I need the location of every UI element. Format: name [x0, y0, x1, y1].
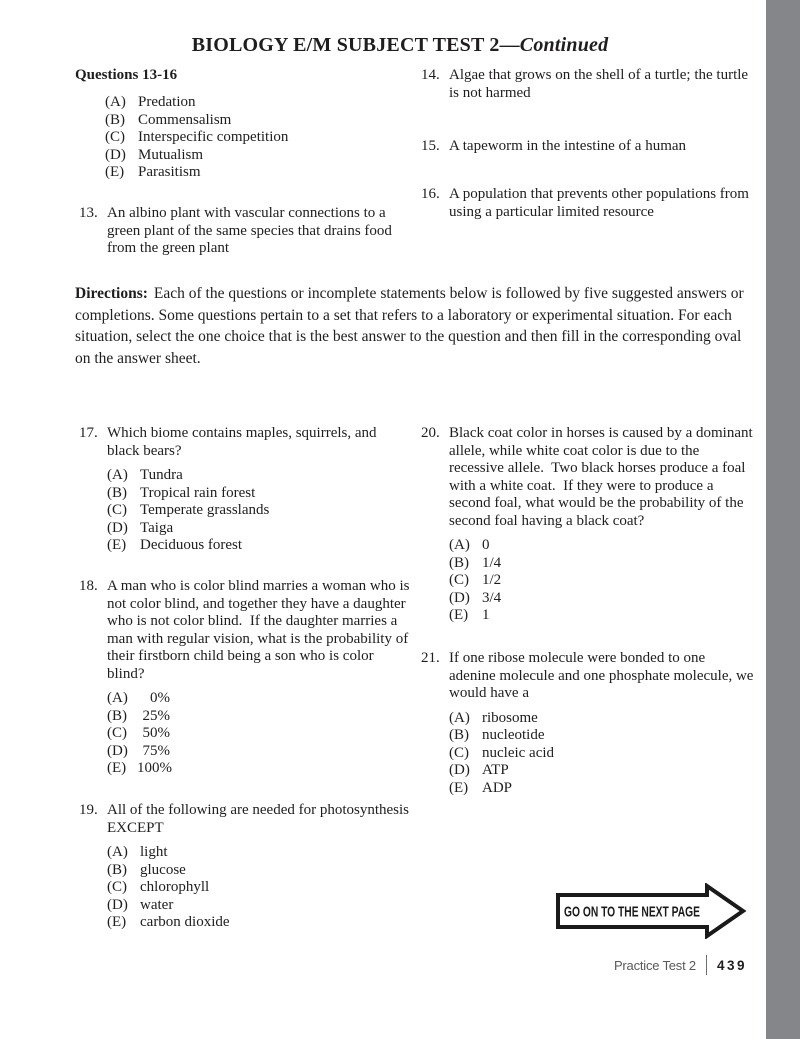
choice — [107, 743, 413, 761]
choice-text: ATP — [482, 762, 509, 778]
question-19 — [79, 802, 413, 932]
choice-letter: (E) — [449, 607, 469, 623]
question-number: 16. — [421, 186, 440, 202]
choice-letter: (C) — [105, 129, 125, 145]
choice — [105, 147, 288, 165]
choice-letter: (B) — [105, 111, 125, 128]
choice-letter: (A) — [107, 844, 128, 860]
question-number: 13. — [79, 205, 98, 221]
footer-page-number: 439 — [716, 957, 747, 973]
choice — [105, 94, 288, 112]
choice — [449, 555, 755, 573]
choice-letter: (B) — [107, 861, 127, 878]
question-number: 14. — [421, 67, 440, 83]
choice-text: Predation — [138, 94, 196, 110]
choice — [107, 897, 413, 915]
choice-letter: (E) — [107, 537, 127, 553]
directions — [75, 283, 749, 369]
choice-text: 1/4 — [482, 554, 502, 571]
choice-letter: (E) — [107, 760, 127, 776]
choice — [449, 727, 755, 745]
question-15 — [421, 138, 755, 156]
choice-letter: (E) — [105, 164, 125, 180]
choice-text: Taiga — [140, 519, 174, 536]
choice-text: nucleotide — [482, 727, 545, 743]
question-text: If one ribose molecule were bonded to one adenine molecule and one phosphate molecule, we would have a — [449, 650, 758, 701]
choice-letter: (D) — [105, 146, 126, 163]
choice-text: ADP — [482, 779, 513, 796]
choice-list — [107, 467, 409, 555]
choice — [107, 690, 413, 708]
choice-letter: (E) — [107, 914, 127, 930]
question-number: 21. — [421, 650, 440, 666]
choice — [105, 129, 288, 147]
choice-text: 1/2 — [482, 572, 502, 588]
question-text: A tapeworm in the intestine of a human — [449, 138, 687, 154]
choice-letter: (C) — [107, 879, 127, 895]
choice — [107, 485, 409, 503]
choice-letter: (D) — [107, 519, 128, 536]
choice-list — [449, 537, 755, 625]
page-title — [50, 34, 750, 57]
choice-text: 1 — [482, 607, 490, 623]
choice-letter: (D) — [107, 896, 128, 913]
page-title-main: BIOLOGY E/M SUBJECT TEST 2— — [191, 34, 520, 56]
choice-text: Tundra — [140, 467, 183, 483]
choice-letter: (A) — [105, 94, 126, 110]
choice — [107, 760, 413, 778]
choice — [107, 844, 413, 862]
choice-text: Mutualism — [138, 146, 204, 163]
page-edge-bar — [766, 0, 800, 1039]
choice-text: nucleic acid — [482, 744, 555, 761]
choice — [449, 780, 755, 798]
choice-letter: (A) — [107, 467, 128, 483]
choice-text: water — [140, 896, 174, 913]
question-17 — [79, 425, 409, 555]
choice — [107, 537, 409, 555]
question-text: An albino plant with vascular connections to a green plant of the same species that drains food from the green plant — [107, 205, 396, 256]
question-13 — [79, 205, 409, 258]
page-title-continued: Continued — [519, 34, 609, 56]
question-text: A population that prevents other populations from using a particular limited resource — [449, 186, 753, 220]
choice-letter: (B) — [449, 727, 469, 743]
question-number: 18. — [79, 578, 98, 594]
choice-list — [449, 710, 755, 798]
choice-text: chlorophyll — [140, 879, 210, 895]
choice — [449, 607, 755, 625]
choice-letter: (D) — [449, 589, 470, 606]
choice — [449, 590, 755, 608]
choice — [107, 520, 409, 538]
choice-text: Deciduous forest — [140, 537, 243, 553]
choice-text: 25% — [142, 707, 170, 724]
choice-text: glucose — [140, 861, 186, 878]
question-text: Algae that grows on the shell of a turtle; the turtle is not harmed — [449, 67, 752, 101]
choice-letter: (A) — [449, 709, 470, 726]
choice-letter: (A) — [107, 690, 128, 706]
choice-letter: (D) — [107, 742, 128, 759]
choice-text: 100% — [137, 760, 172, 776]
page-footer — [614, 953, 747, 977]
choice — [107, 725, 413, 743]
footer-divider — [706, 955, 707, 975]
choice-text: carbon dioxide — [140, 914, 230, 930]
choice — [449, 537, 755, 555]
question-text: All of the following are needed for photosynthesis EXCEPT — [107, 802, 413, 836]
directions-text: Each of the questions or incomplete statements below is followed by five suggested answers or completions. Some questions pertain to a set that refers to a laboratory or experimental situation. For each situation, select the one choice that is the best answer to the question and then fill in the corresponding oval on the answer sheet. — [75, 285, 744, 367]
choice-text: Commensalism — [138, 111, 232, 128]
question-text: A man who is color blind marries a woman who is not color blind, and together they have a daughter who is not color blind. If the daughter marries a man with regular vision, what is the probability of their firstborn child being a son who is color blind? — [107, 578, 414, 682]
choice-text: light — [140, 844, 168, 860]
choice — [449, 710, 755, 728]
choice-text: 0% — [150, 690, 170, 706]
choice — [449, 745, 755, 763]
choice-letter: (B) — [449, 554, 469, 571]
choice — [105, 112, 288, 130]
choice-text: 3/4 — [482, 589, 502, 606]
choice-letter: (E) — [449, 779, 469, 796]
choice-letter: (B) — [107, 707, 127, 724]
matching-set-choices — [105, 94, 288, 182]
question-text: Black coat color in horses is caused by a dominant allele, while white coat color is due to the recessive allele. Two black horses produce a foal with a white coat. If they were to produce a second foal, what would be the probability of the second foal having a black coat? — [449, 425, 757, 529]
choice-letter: (D) — [449, 762, 470, 778]
next-page-arrow — [555, 883, 747, 939]
choice — [449, 572, 755, 590]
choice-letter: (C) — [107, 502, 127, 518]
question-number: 20. — [421, 425, 440, 441]
directions-label: Directions: — [75, 285, 148, 302]
choice — [449, 762, 755, 780]
footer-book-label: Practice Test 2 — [613, 957, 696, 973]
choice — [107, 914, 413, 932]
matching-set-header: Questions 13-16 — [75, 67, 178, 83]
choice — [107, 708, 413, 726]
choice-letter: (C) — [449, 744, 469, 761]
choice — [107, 467, 409, 485]
choice-list — [107, 690, 413, 778]
choice-text: Parasitism — [138, 164, 201, 180]
choice — [107, 879, 413, 897]
choice-text: ribosome — [482, 709, 538, 726]
choice-letter: (A) — [449, 537, 470, 553]
question-21 — [421, 650, 758, 797]
choice-list — [107, 844, 413, 932]
question-20 — [421, 425, 755, 625]
choice — [105, 164, 288, 182]
choice-text: Temperate grasslands — [140, 502, 270, 518]
choice-letter: (C) — [449, 572, 469, 588]
choice-text: Interspecific competition — [138, 129, 289, 145]
choice — [107, 862, 413, 880]
question-number: 15. — [421, 138, 440, 154]
question-number: 19. — [79, 802, 98, 818]
question-number: 17. — [79, 425, 98, 441]
question-18 — [79, 578, 413, 778]
choice-text: 75% — [142, 742, 170, 759]
next-page-label: GO ON TO THE NEXT PAGE — [564, 903, 700, 921]
choice-text: Tropical rain forest — [140, 484, 256, 501]
question-16 — [421, 186, 755, 221]
choice-letter: (B) — [107, 484, 127, 501]
choice-text: 0 — [482, 537, 490, 553]
choice-text: 50% — [142, 725, 170, 741]
choice — [107, 502, 409, 520]
choice-letter: (C) — [107, 725, 127, 741]
question-text: Which biome contains maples, squirrels, and black bears? — [107, 425, 381, 459]
question-14 — [421, 67, 755, 102]
